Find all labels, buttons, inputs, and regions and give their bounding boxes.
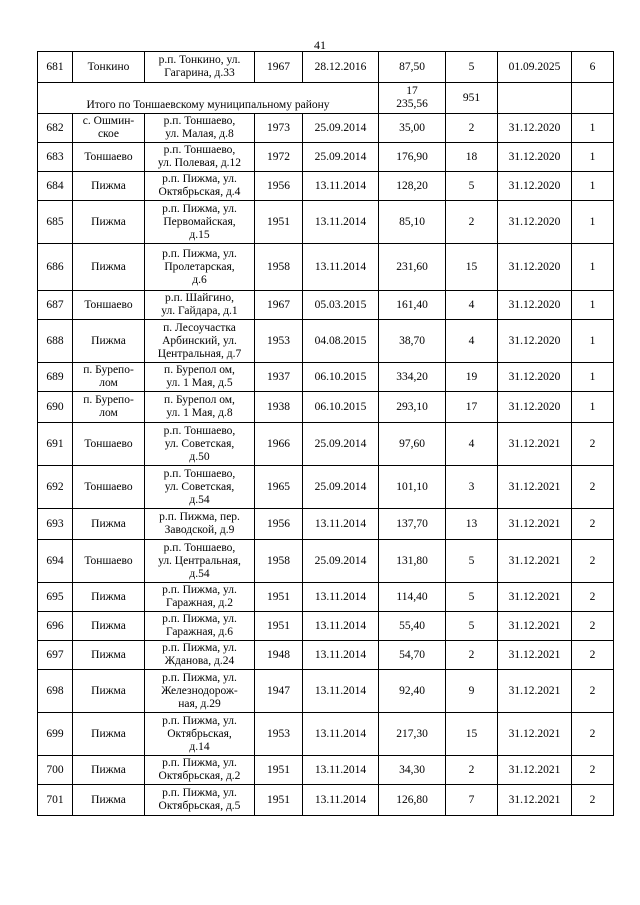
- cell-area: 231,60: [379, 244, 446, 291]
- cell-date: 25.09.2014: [303, 466, 379, 509]
- table-row: [38, 641, 614, 670]
- cell-line: Центральная, д.7: [157, 347, 242, 360]
- cell-area: 85,10: [379, 201, 446, 244]
- cell-locality: [73, 756, 145, 785]
- cell-year: 1967: [255, 52, 303, 83]
- cell-area: 176,90: [379, 143, 446, 172]
- housing-register-table: [37, 51, 614, 816]
- cell-year: 1951: [255, 785, 303, 816]
- cell-deadline: 31.12.2020: [498, 172, 572, 201]
- cell-line: Октябрьская,: [167, 727, 232, 740]
- cell-locality: [73, 423, 145, 466]
- cell-line: Пижма: [91, 727, 126, 740]
- cell-line: ул. Советская,: [164, 480, 235, 493]
- cell-line: д.50: [189, 450, 210, 463]
- cell-date: 13.11.2014: [303, 172, 379, 201]
- cell-address: [145, 320, 255, 363]
- cell-locality: [73, 641, 145, 670]
- cell-number: 699: [38, 713, 73, 756]
- cell-line: р.п. Пижма, ул.: [162, 787, 237, 799]
- cell-residents: 5: [446, 612, 498, 641]
- cell-deadline: 31.12.2021: [498, 466, 572, 509]
- cell-address: [145, 466, 255, 509]
- cell-stage: 2: [572, 785, 614, 816]
- table-row: [38, 785, 614, 816]
- cell-year: 1938: [255, 392, 303, 423]
- cell-line: ул. Малая, д.8: [165, 128, 234, 140]
- cell-date: 28.12.2016: [303, 52, 379, 83]
- cell-stage: 2: [572, 509, 614, 540]
- cell-deadline: 31.12.2020: [498, 143, 572, 172]
- cell-line: Тонкино: [87, 60, 130, 73]
- cell-locality: [73, 670, 145, 713]
- cell-date: 13.11.2014: [303, 244, 379, 291]
- cell-line: р.п. Пижма, ул.: [162, 642, 237, 654]
- cell-deadline: 31.12.2021: [498, 713, 572, 756]
- cell-residents: 5: [446, 172, 498, 201]
- cell-line: ское: [97, 128, 120, 140]
- cell-number: 688: [38, 320, 73, 363]
- cell-line: Арбинский, ул.: [162, 334, 237, 347]
- cell-number: 683: [38, 143, 73, 172]
- cell-residents: 4: [446, 291, 498, 320]
- cell-line: Пижма: [91, 763, 126, 776]
- cell-area: 137,70: [379, 509, 446, 540]
- cell-address: [145, 713, 255, 756]
- cell-date: 13.11.2014: [303, 785, 379, 816]
- cell-residents: 17: [446, 392, 498, 423]
- cell-residents: 2: [446, 114, 498, 143]
- cell-stage: 2: [572, 713, 614, 756]
- cell-deadline: 31.12.2021: [498, 785, 572, 816]
- table-row: [38, 172, 614, 201]
- table-row: [38, 583, 614, 612]
- cell-deadline: 31.12.2020: [498, 201, 572, 244]
- cell-stage: 1: [572, 143, 614, 172]
- cell-line: Тоншаево: [84, 480, 133, 493]
- cell-date: 13.11.2014: [303, 670, 379, 713]
- cell-stage: 2: [572, 670, 614, 713]
- cell-year: 1937: [255, 363, 303, 392]
- cell-line: р.п. Пижма, ул.: [162, 247, 237, 260]
- cell-residents: 15: [446, 713, 498, 756]
- cell-line: р.п. Тонкино, ул.: [158, 54, 241, 66]
- cell-line: ул. Советская,: [164, 437, 235, 450]
- cell-date: 06.10.2015: [303, 363, 379, 392]
- total-residents: 951: [446, 83, 498, 114]
- cell-area: 217,30: [379, 713, 446, 756]
- cell-deadline: 31.12.2020: [498, 320, 572, 363]
- table-row: [38, 244, 614, 291]
- cell-line: Тоншаево: [84, 150, 133, 163]
- cell-year: 1966: [255, 423, 303, 466]
- cell-line: д.54: [189, 493, 210, 506]
- cell-line: ул. Центральная,: [158, 554, 241, 567]
- cell-stage: 2: [572, 466, 614, 509]
- cell-deadline: 31.12.2021: [498, 583, 572, 612]
- cell-date: 25.09.2014: [303, 423, 379, 466]
- cell-year: 1947: [255, 670, 303, 713]
- cell-deadline: 31.12.2020: [498, 363, 572, 392]
- cell-residents: 2: [446, 641, 498, 670]
- cell-date: 13.11.2014: [303, 583, 379, 612]
- cell-area: 55,40: [379, 612, 446, 641]
- cell-address: [145, 785, 255, 816]
- cell-number: 682: [38, 114, 73, 143]
- cell-stage: 1: [572, 114, 614, 143]
- cell-area: 92,40: [379, 670, 446, 713]
- cell-line: Пижма: [91, 517, 126, 530]
- cell-address: [145, 363, 255, 392]
- cell-year: 1967: [255, 291, 303, 320]
- cell-line: 17: [406, 85, 418, 97]
- cell-line: р.п. Тоншаево,: [163, 467, 236, 480]
- cell-date: 13.11.2014: [303, 612, 379, 641]
- cell-address: [145, 756, 255, 785]
- cell-line: Пижма: [91, 590, 126, 603]
- cell-line: лом: [99, 407, 118, 419]
- cell-line: 235,56: [396, 98, 428, 110]
- cell-line: р.п. Тоншаево,: [163, 424, 236, 437]
- cell-date: 13.11.2014: [303, 641, 379, 670]
- cell-line: Пижма: [91, 619, 126, 632]
- cell-year: 1965: [255, 466, 303, 509]
- cell-address: [145, 423, 255, 466]
- cell-stage: 2: [572, 641, 614, 670]
- cell-year: 1958: [255, 244, 303, 291]
- cell-stage: 2: [572, 756, 614, 785]
- cell-year: 1951: [255, 756, 303, 785]
- cell-locality: [73, 172, 145, 201]
- cell-address: [145, 143, 255, 172]
- total-area: [379, 83, 446, 114]
- total-empty-cell: [572, 83, 614, 114]
- cell-number: 681: [38, 52, 73, 83]
- cell-address: [145, 540, 255, 583]
- cell-address: [145, 641, 255, 670]
- cell-locality: [73, 713, 145, 756]
- cell-deadline: 31.12.2021: [498, 509, 572, 540]
- cell-deadline: 31.12.2020: [498, 291, 572, 320]
- cell-stage: 1: [572, 392, 614, 423]
- cell-year: 1953: [255, 320, 303, 363]
- cell-deadline: 31.12.2020: [498, 392, 572, 423]
- table-row: [38, 143, 614, 172]
- cell-locality: [73, 320, 145, 363]
- cell-line: лом: [99, 377, 118, 389]
- cell-residents: 7: [446, 785, 498, 816]
- cell-deadline: 31.12.2021: [498, 641, 572, 670]
- cell-line: р.п. Тоншаево,: [163, 144, 236, 156]
- cell-residents: 15: [446, 244, 498, 291]
- cell-area: 334,20: [379, 363, 446, 392]
- cell-address: [145, 52, 255, 83]
- cell-residents: 18: [446, 143, 498, 172]
- cell-line: ул. 1 Мая, д.8: [166, 407, 233, 419]
- cell-deadline: 31.12.2021: [498, 540, 572, 583]
- table-row: [38, 466, 614, 509]
- cell-area: 35,00: [379, 114, 446, 143]
- cell-line: п. Бурепо-: [83, 394, 134, 406]
- table-row: [38, 52, 614, 83]
- cell-residents: 4: [446, 320, 498, 363]
- cell-residents: 4: [446, 423, 498, 466]
- table-row: [38, 392, 614, 423]
- cell-line: р.п. Пижма, ул.: [162, 173, 237, 185]
- cell-line: Пижма: [91, 684, 126, 697]
- cell-locality: [73, 291, 145, 320]
- cell-number: 690: [38, 392, 73, 423]
- cell-line: Пижма: [91, 793, 126, 806]
- cell-deadline: 01.09.2025: [498, 52, 572, 83]
- cell-line: р.п. Пижма, ул.: [162, 613, 237, 625]
- cell-line: Заводской, д.9: [164, 524, 235, 536]
- cell-year: 1972: [255, 143, 303, 172]
- cell-line: п. Бурепол ом,: [164, 394, 235, 406]
- cell-locality: [73, 540, 145, 583]
- table-row: [38, 509, 614, 540]
- total-empty-cell: [498, 83, 572, 114]
- cell-deadline: 31.12.2021: [498, 423, 572, 466]
- cell-address: [145, 670, 255, 713]
- cell-line: р.п. Тоншаево,: [163, 115, 236, 127]
- cell-line: р.п. Пижма, ул.: [162, 757, 237, 769]
- cell-locality: [73, 201, 145, 244]
- cell-line: Гаражная, д.2: [165, 597, 234, 609]
- cell-line: ная, д.29: [178, 697, 221, 710]
- cell-year: 1956: [255, 172, 303, 201]
- cell-address: [145, 583, 255, 612]
- cell-line: с. Ошмин-: [82, 115, 135, 127]
- cell-line: Тоншаево: [84, 437, 133, 450]
- cell-year: 1973: [255, 114, 303, 143]
- cell-date: 25.09.2014: [303, 143, 379, 172]
- cell-line: д.54: [189, 567, 210, 580]
- cell-number: 697: [38, 641, 73, 670]
- cell-address: [145, 612, 255, 641]
- cell-area: 293,10: [379, 392, 446, 423]
- table-row: [38, 114, 614, 143]
- cell-area: 101,10: [379, 466, 446, 509]
- table-row: [38, 320, 614, 363]
- cell-residents: 5: [446, 540, 498, 583]
- cell-number: 687: [38, 291, 73, 320]
- cell-residents: 5: [446, 52, 498, 83]
- cell-number: 701: [38, 785, 73, 816]
- cell-line: д.6: [192, 273, 207, 286]
- cell-locality: [73, 52, 145, 83]
- cell-date: 25.09.2014: [303, 114, 379, 143]
- cell-address: [145, 509, 255, 540]
- cell-date: 04.08.2015: [303, 320, 379, 363]
- cell-line: ул. Полевая, д.12: [157, 157, 242, 169]
- cell-date: 13.11.2014: [303, 756, 379, 785]
- cell-line: Пижма: [91, 179, 126, 192]
- cell-date: 06.10.2015: [303, 392, 379, 423]
- cell-address: [145, 201, 255, 244]
- cell-area: 38,70: [379, 320, 446, 363]
- cell-number: 694: [38, 540, 73, 583]
- cell-locality: [73, 363, 145, 392]
- total-row: [38, 83, 614, 114]
- cell-number: 696: [38, 612, 73, 641]
- cell-number: 685: [38, 201, 73, 244]
- cell-stage: 2: [572, 423, 614, 466]
- cell-address: [145, 392, 255, 423]
- table-row: [38, 540, 614, 583]
- cell-deadline: 31.12.2021: [498, 756, 572, 785]
- cell-line: п. Бурепол ом,: [164, 364, 235, 376]
- cell-year: 1951: [255, 583, 303, 612]
- cell-stage: 1: [572, 320, 614, 363]
- cell-locality: [73, 244, 145, 291]
- cell-line: ул. 1 Мая, д.5: [166, 377, 233, 389]
- cell-line: Железнодорож-: [161, 684, 238, 697]
- cell-date: 13.11.2014: [303, 509, 379, 540]
- table-row: [38, 612, 614, 641]
- cell-line: Пижма: [91, 648, 126, 661]
- cell-locality: [73, 785, 145, 816]
- cell-line: р.п. Шайгино,: [164, 292, 235, 304]
- cell-line: Октябрьская, д.4: [158, 186, 241, 198]
- table-row: [38, 423, 614, 466]
- cell-address: [145, 114, 255, 143]
- cell-line: ул. Гайдара, д.1: [161, 305, 238, 317]
- cell-number: 684: [38, 172, 73, 201]
- cell-line: р.п. Пижма, ул.: [162, 202, 237, 215]
- cell-year: 1951: [255, 612, 303, 641]
- cell-locality: [73, 612, 145, 641]
- cell-line: Октябрьская, д.2: [158, 770, 241, 782]
- cell-locality: [73, 114, 145, 143]
- table-row: [38, 291, 614, 320]
- page-number: 41: [314, 38, 326, 52]
- cell-year: 1951: [255, 201, 303, 244]
- cell-line: Пижма: [91, 215, 126, 228]
- cell-number: 689: [38, 363, 73, 392]
- cell-locality: [73, 583, 145, 612]
- cell-line: Гагарина, д.33: [164, 67, 235, 79]
- cell-deadline: 31.12.2021: [498, 612, 572, 641]
- cell-date: 13.11.2014: [303, 713, 379, 756]
- cell-area: 114,40: [379, 583, 446, 612]
- cell-line: Жданова, д.24: [164, 655, 235, 667]
- cell-line: Октябрьская, д.5: [158, 800, 241, 812]
- table-row: [38, 201, 614, 244]
- cell-number: 693: [38, 509, 73, 540]
- cell-residents: 13: [446, 509, 498, 540]
- cell-address: [145, 291, 255, 320]
- cell-deadline: 31.12.2020: [498, 244, 572, 291]
- cell-line: Тоншаево: [84, 554, 133, 567]
- cell-line: Тоншаево: [84, 298, 133, 311]
- cell-locality: [73, 392, 145, 423]
- table-row: [38, 670, 614, 713]
- cell-number: 692: [38, 466, 73, 509]
- cell-stage: 2: [572, 612, 614, 641]
- cell-locality: [73, 466, 145, 509]
- cell-area: 97,60: [379, 423, 446, 466]
- cell-residents: 19: [446, 363, 498, 392]
- cell-stage: 1: [572, 244, 614, 291]
- cell-locality: [73, 509, 145, 540]
- cell-residents: 5: [446, 583, 498, 612]
- cell-year: 1953: [255, 713, 303, 756]
- cell-area: 87,50: [379, 52, 446, 83]
- cell-area: 161,40: [379, 291, 446, 320]
- cell-address: [145, 244, 255, 291]
- cell-deadline: 31.12.2020: [498, 114, 572, 143]
- cell-stage: 1: [572, 172, 614, 201]
- cell-stage: 1: [572, 291, 614, 320]
- cell-line: р.п. Тоншаево,: [163, 541, 236, 554]
- cell-locality: [73, 143, 145, 172]
- cell-year: 1958: [255, 540, 303, 583]
- cell-number: 695: [38, 583, 73, 612]
- cell-year: 1956: [255, 509, 303, 540]
- cell-deadline: 31.12.2021: [498, 670, 572, 713]
- table-row: [38, 363, 614, 392]
- cell-line: р.п. Пижма, пер.: [159, 511, 240, 523]
- cell-date: 13.11.2014: [303, 201, 379, 244]
- cell-line: д.15: [189, 228, 210, 241]
- cell-residents: 9: [446, 670, 498, 713]
- cell-area: 126,80: [379, 785, 446, 816]
- cell-year: 1948: [255, 641, 303, 670]
- total-label: Итого по Тоншаевскому муниципальному району: [38, 83, 379, 114]
- cell-residents: 2: [446, 201, 498, 244]
- cell-area: 34,30: [379, 756, 446, 785]
- cell-date: 25.09.2014: [303, 540, 379, 583]
- cell-stage: 2: [572, 583, 614, 612]
- cell-date: 05.03.2015: [303, 291, 379, 320]
- table-row: [38, 713, 614, 756]
- cell-line: Первомайская,: [163, 215, 236, 228]
- cell-area: 54,70: [379, 641, 446, 670]
- cell-number: 700: [38, 756, 73, 785]
- cell-line: Пижма: [91, 260, 126, 273]
- cell-stage: 2: [572, 540, 614, 583]
- cell-line: р.п. Пижма, ул.: [162, 714, 237, 727]
- cell-area: 131,80: [379, 540, 446, 583]
- cell-stage: 6: [572, 52, 614, 83]
- cell-line: Пижма: [91, 334, 126, 347]
- cell-stage: 1: [572, 363, 614, 392]
- cell-address: [145, 172, 255, 201]
- cell-number: 698: [38, 670, 73, 713]
- cell-line: п. Бурепо-: [83, 364, 134, 376]
- cell-line: Гаражная, д.6: [165, 626, 234, 638]
- cell-residents: 3: [446, 466, 498, 509]
- cell-line: Пролетарская,: [164, 260, 235, 273]
- cell-number: 686: [38, 244, 73, 291]
- cell-area: 128,20: [379, 172, 446, 201]
- cell-line: д.14: [189, 740, 210, 753]
- cell-line: р.п. Пижма, ул.: [162, 671, 237, 684]
- table-row: [38, 756, 614, 785]
- cell-number: 691: [38, 423, 73, 466]
- cell-line: р.п. Пижма, ул.: [162, 584, 237, 596]
- cell-line: п. Лесоучастка: [163, 321, 236, 334]
- cell-residents: 2: [446, 756, 498, 785]
- cell-stage: 1: [572, 201, 614, 244]
